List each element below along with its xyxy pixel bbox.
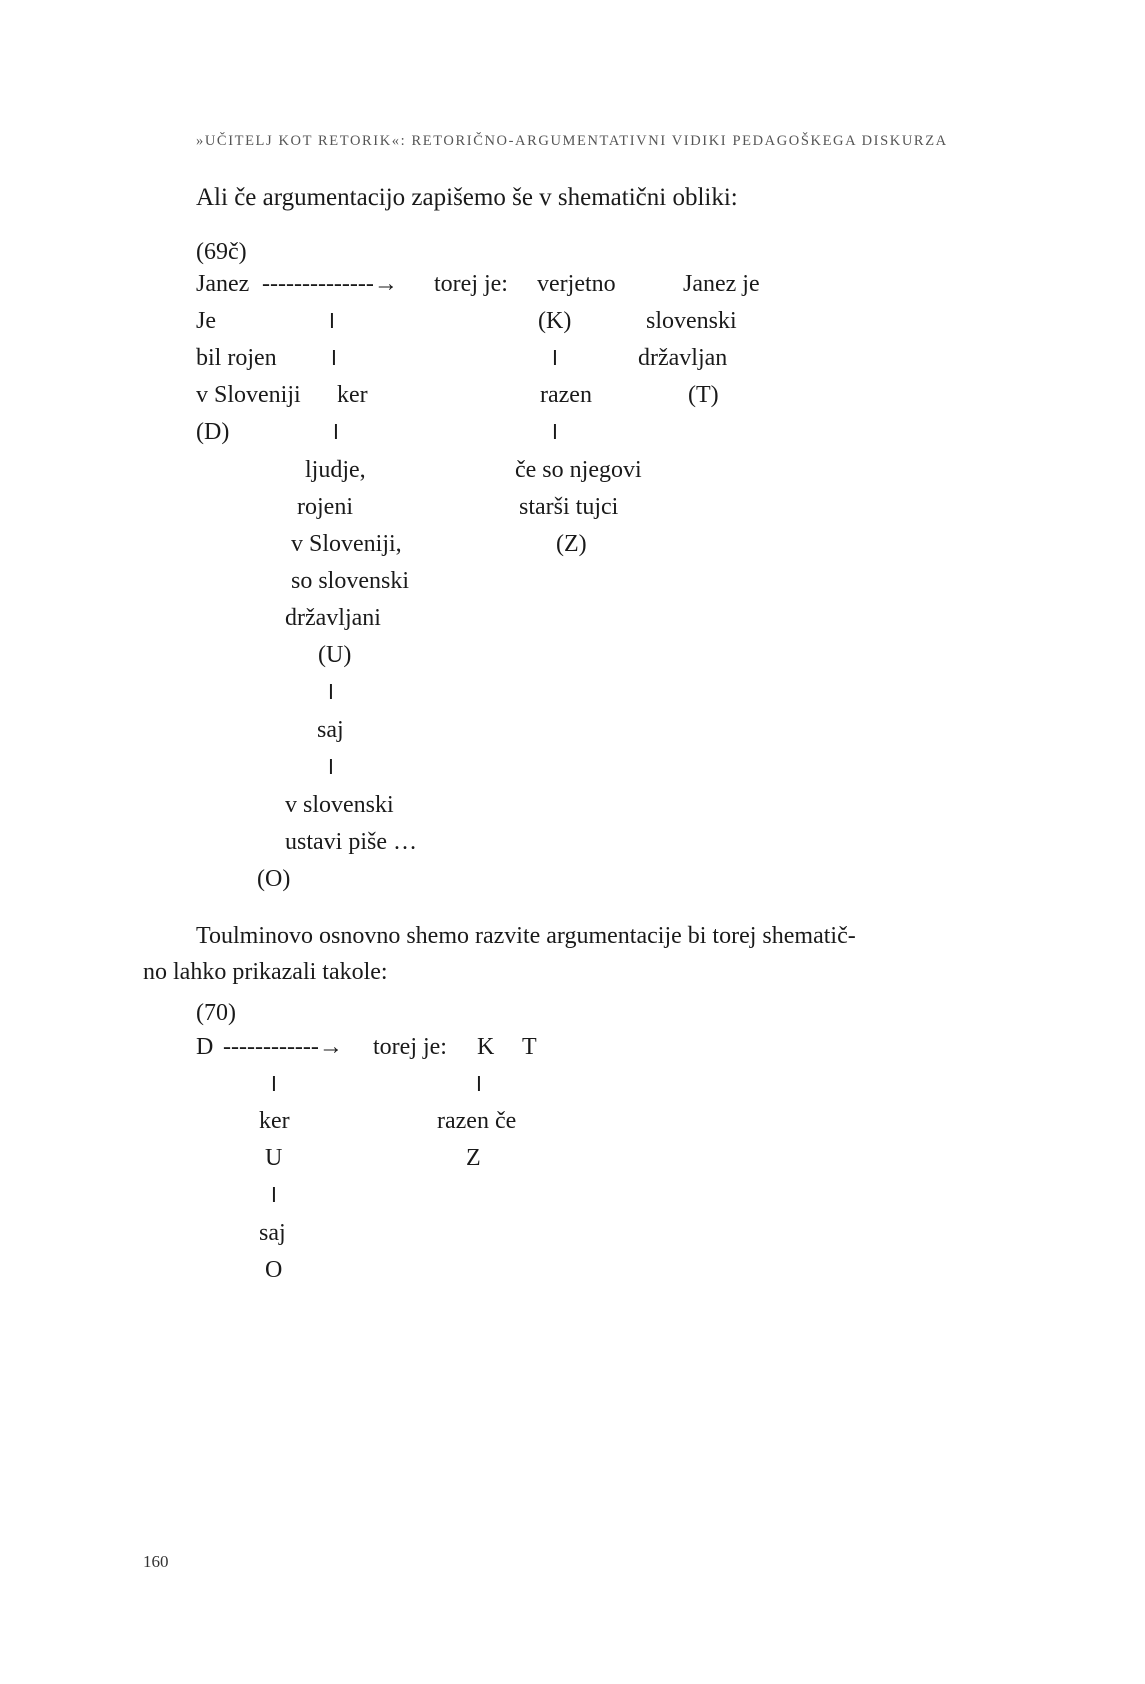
diagram-text: v Sloveniji, <box>291 531 402 557</box>
diagram-text: D <box>196 1034 214 1060</box>
diagram-text: bil rojen <box>196 345 277 371</box>
diagram-text: slovenski <box>646 308 737 334</box>
connector-bar: I <box>333 420 339 444</box>
diagram-text: Je <box>196 308 216 334</box>
diagram-text: ker <box>259 1108 290 1134</box>
diagram-text: T <box>522 1034 537 1060</box>
example-label: (70) <box>196 1000 236 1026</box>
connector-bar: I <box>329 309 335 333</box>
diagram-text: (U) <box>318 642 352 668</box>
intro-sentence: Ali če argumentacijo zapišemo še v shematični obliki: <box>196 184 738 211</box>
connector-bar: I <box>271 1072 277 1096</box>
diagram-text: ljudje, <box>305 457 366 483</box>
connector-bar: I <box>552 346 558 370</box>
arrow: --------------→ <box>262 271 398 297</box>
running-header: »UČITELJ KOT RETORIK«: RETORIČNO-ARGUMENTATIVNI VIDIKI PEDAGOŠKEGA DISKURZA <box>196 133 948 149</box>
diagram-text: torej je: <box>373 1034 447 1060</box>
diagram-text: Z <box>466 1145 481 1171</box>
diagram-text: so slovenski <box>291 568 410 594</box>
diagram-text: (K) <box>538 308 572 334</box>
connector-bar: I <box>331 346 337 370</box>
diagram-text: razen <box>540 382 592 408</box>
diagram-text: K <box>477 1034 495 1060</box>
connector-bar: I <box>328 755 334 779</box>
arrow: ------------→ <box>223 1034 343 1060</box>
diagram-text: razen če <box>437 1108 517 1134</box>
paragraph-line: Toulminovo osnovno shemo razvite argumentacije bi torej shematič- <box>196 923 856 949</box>
diagram-text: verjetno <box>537 271 616 297</box>
connector-bar: I <box>328 680 334 704</box>
diagram-text: U <box>265 1145 283 1171</box>
diagram-text: državljani <box>285 605 381 631</box>
diagram-text: ker <box>337 382 368 408</box>
diagram-text: starši tujci <box>519 494 619 520</box>
diagram-text: (O) <box>257 866 291 892</box>
connector-bar: I <box>552 420 558 444</box>
diagram-text: saj <box>259 1220 286 1246</box>
diagram-text: O <box>265 1257 283 1283</box>
diagram-text: (D) <box>196 419 230 445</box>
diagram-text: državljan <box>638 345 728 371</box>
diagram-text: (T) <box>688 382 719 408</box>
diagram-text: ustavi piše … <box>285 829 417 855</box>
diagram-text: Janez je <box>683 271 760 297</box>
diagram-text: v slovenski <box>285 792 394 818</box>
diagram-text: Janez <box>196 271 250 297</box>
body-paragraph <box>143 918 1003 990</box>
diagram-text: rojeni <box>297 494 353 520</box>
diagram-text: v Sloveniji <box>196 382 301 408</box>
diagram-text: torej je: <box>434 271 508 297</box>
diagram-text: saj <box>317 717 344 743</box>
page-number: 160 <box>143 1552 169 1571</box>
example-label: (69č) <box>196 239 247 265</box>
diagram-text: (Z) <box>556 531 587 557</box>
paragraph-line: no lahko prikazali takole: <box>143 959 388 985</box>
diagram-text: če so njegovi <box>515 457 642 483</box>
connector-bar: I <box>476 1072 482 1096</box>
connector-bar: I <box>271 1183 277 1207</box>
